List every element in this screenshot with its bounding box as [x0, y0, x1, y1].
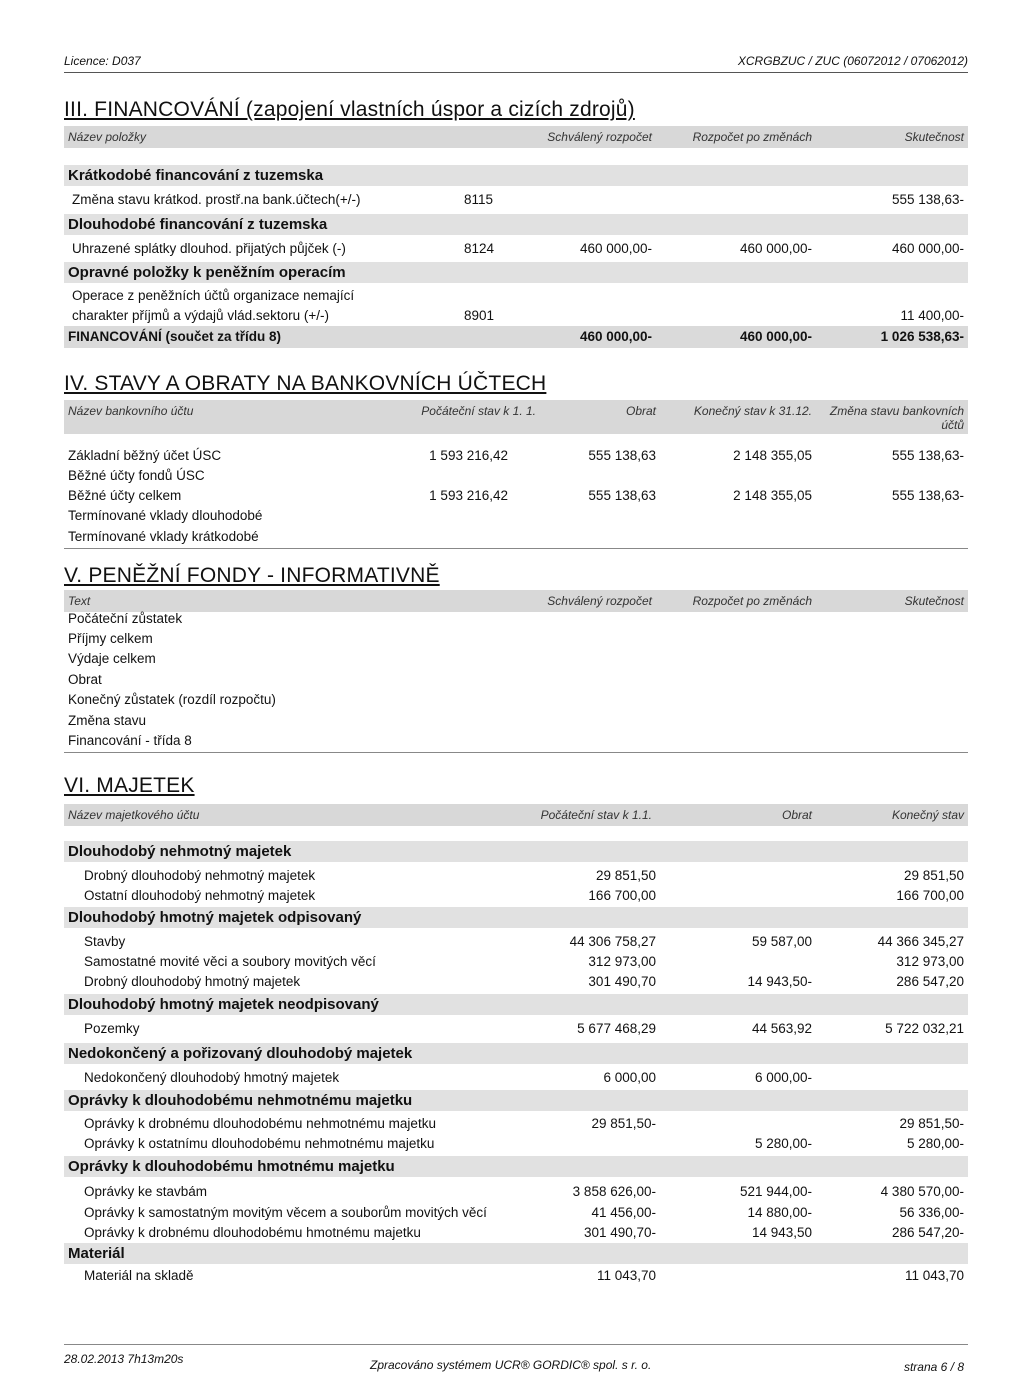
print-datetime: 28.02.2013 7h13m20s [64, 1352, 184, 1366]
footer-rule [64, 1344, 968, 1345]
col-po-zmenach: Rozpočet po změnách [692, 130, 812, 144]
group-kratkodobe: Krátkodobé financování z tuzemska [64, 165, 968, 186]
section-5-title: V. PENĚŽNÍ FONDY - INFORMATIVNĚ [64, 564, 440, 587]
col-schvaleny: Schválený rozpočet [547, 130, 652, 144]
asset-group: Oprávky k dlouhodobému hmotnému majetku [64, 1156, 968, 1177]
report-page: Licence: D037 XCRGBZUC / ZUC (06072012 / 07062012) III. FINANCOVÁNÍ (zapojení vlastních úspor a cizích zdrojů) Název položky Schválený rozpočet Rozpočet po změnách Skutečnost Krátkodobé financování z tuzemska Změna stavu krátkod. prostř.na bank.účtech(+/-) 8115 555 138,63- Dlouhodobé financování z tuzemska Uhrazené splátky dlouhod. přijatých půjček (-) 8124 460 000,00- 460 000,00- 460 000,00- Opravné položky k peněžním operacím Operace z peněžních účtů organizace nemající charakter příjmů a výdajů vlád.sektoru (+/-) 8901 11 400,00- FINANCOVÁNÍ (součet za třídu 8) 460 000,00- 460 000,00- 1 026 538,63- IV. STAVY A OBRATY NA BANKOVNÍCH ÚČTECH Název bankovního účtu Počáteční stav k 1. 1. Obrat Konečný stav k 31.12. Změna stavu bankovních účtů Základní běžný účet ÚSC 1 593 216,42 555 138,63 2 148 355,05 555 138,63- Běžné účty fondů ÚSC Běžné účty celkem 1 593 216,42 555 138,63 2 148 355,05 555 138,63- Termínované vklady dlouhodobé Termínované vklady krátkodobé V. PENĚŽNÍ FONDY - INFORMATIVNĚ Text Schválený rozpočet Rozpočet po změnách Skutečnost Počáteční zůstatek Příjmy celkem Výdaje celkem Obrat Konečný zůstatek (rozdíl rozpočtu) Změna stavu Financování - třída 8 VI. MAJETEK Název majetkového účtu Počáteční stav k 1.1. Obrat Konečný stav Dlouhodobý nehmotný majetek Drobný dlouhodobý nehmotný majetek 29 851,50 29 851,50 Ostatní dlouhodobý nehmotný majetek 166 700,00 166 700,00 Dlouhodobý hmotný majetek odpisovaný Stavby 44 306 758,27 59 587,00 44 366 345,27 Samostatné movité věci a soubory movitých věcí 312 973,00 312 973,00 Drobný dlouhodobý hmotný majetek 301 490,70 14 943,50- 286 547,20 Dlouhodobý hmotný majetek neodpisovaný Pozemky 5 677 468,29 44 563,92 5 722 032,21 Nedokončený a pořizovaný dlouhodobý majetek Nedokončený dlouhodobý hmotný majetek 6 000,00 6 000,00- Oprávky k dlouhodobému nehmotnému majetku Oprávky k drobnému dlouhodobému nehmotnému majetku 29 851,50- 29 851,50- Oprávky k ostatnímu dlouhodobému nehmotnému majetku 5 280,00- 5 280,00- Oprávky k dlouhodobému hmotnému majetku Oprávky ke stavbám 3 858 626,00- 521 944,00- 4 380 570,00- Oprávky k samostatným movitým věcem a souborům movitých věcí 41 456,00- 14 880,00- 56 336,00- Oprávky k drobnému dlouhodobému hmotnému majetku 301 490,70- 14 943,50 286 547,20- Materiál Materiál na skladě 11 043,70 11 043,70 28.02.2013 7h13m20s Zpracováno systémem UCR® GORDIC® spol. s r. o. strana 6 / 8 [64, 54, 968, 1374]
section-5-header: Text Schválený rozpočet Rozpočet po změnách Skutečnost [64, 590, 968, 612]
col-skutecnost: Skutečnost [904, 130, 964, 144]
section-3-total: FINANCOVÁNÍ (součet za třídu 8) 460 000,00- 460 000,00- 1 026 538,63- [64, 326, 968, 348]
group-opravne: Opravné položky k peněžním operacím [64, 262, 968, 283]
header-rule [64, 72, 968, 73]
asset-group: Dlouhodobý hmotný majetek neodpisovaný [64, 994, 968, 1015]
section-3-title: III. FINANCOVÁNÍ (zapojení vlastních úspor a cizích zdrojů) [64, 98, 635, 121]
col-name: Název položky [68, 130, 147, 144]
asset-group: Oprávky k dlouhodobému nehmotnému majetku [64, 1090, 968, 1111]
asset-group: Materiál [64, 1243, 968, 1264]
asset-group: Dlouhodobý hmotný majetek odpisovaný [64, 907, 968, 928]
section-3-header [64, 126, 968, 148]
section-4-rule [64, 548, 968, 549]
group-dlouhodobe: Dlouhodobé financování z tuzemska [64, 214, 968, 235]
page-header [64, 54, 968, 68]
section-4-title: IV. STAVY A OBRATY NA BANKOVNÍCH ÚČTECH [64, 372, 547, 395]
report-id: XCRGBZUC / ZUC (06072012 / 07062012) [737, 54, 968, 68]
section-6-header: Název majetkového účtu Počáteční stav k 1.1. Obrat Konečný stav [64, 804, 968, 826]
section-6-title: VI. MAJETEK [64, 774, 195, 797]
asset-group: Dlouhodobý nehmotný majetek [64, 841, 968, 862]
section-4-header: Název bankovního účtu Počáteční stav k 1. 1. Obrat Konečný stav k 31.12. Změna stavu bankovních účtů [64, 400, 968, 434]
page-number: strana 6 / 8 [903, 1360, 964, 1374]
section-5-rule [64, 752, 968, 753]
system-credit: Zpracováno systémem UCR® GORDIC® spol. s r. o. [370, 1358, 652, 1372]
asset-group: Nedokončený a pořizovaný dlouhodobý majetek [64, 1043, 968, 1064]
licence-label: Licence: D037 [64, 54, 141, 68]
